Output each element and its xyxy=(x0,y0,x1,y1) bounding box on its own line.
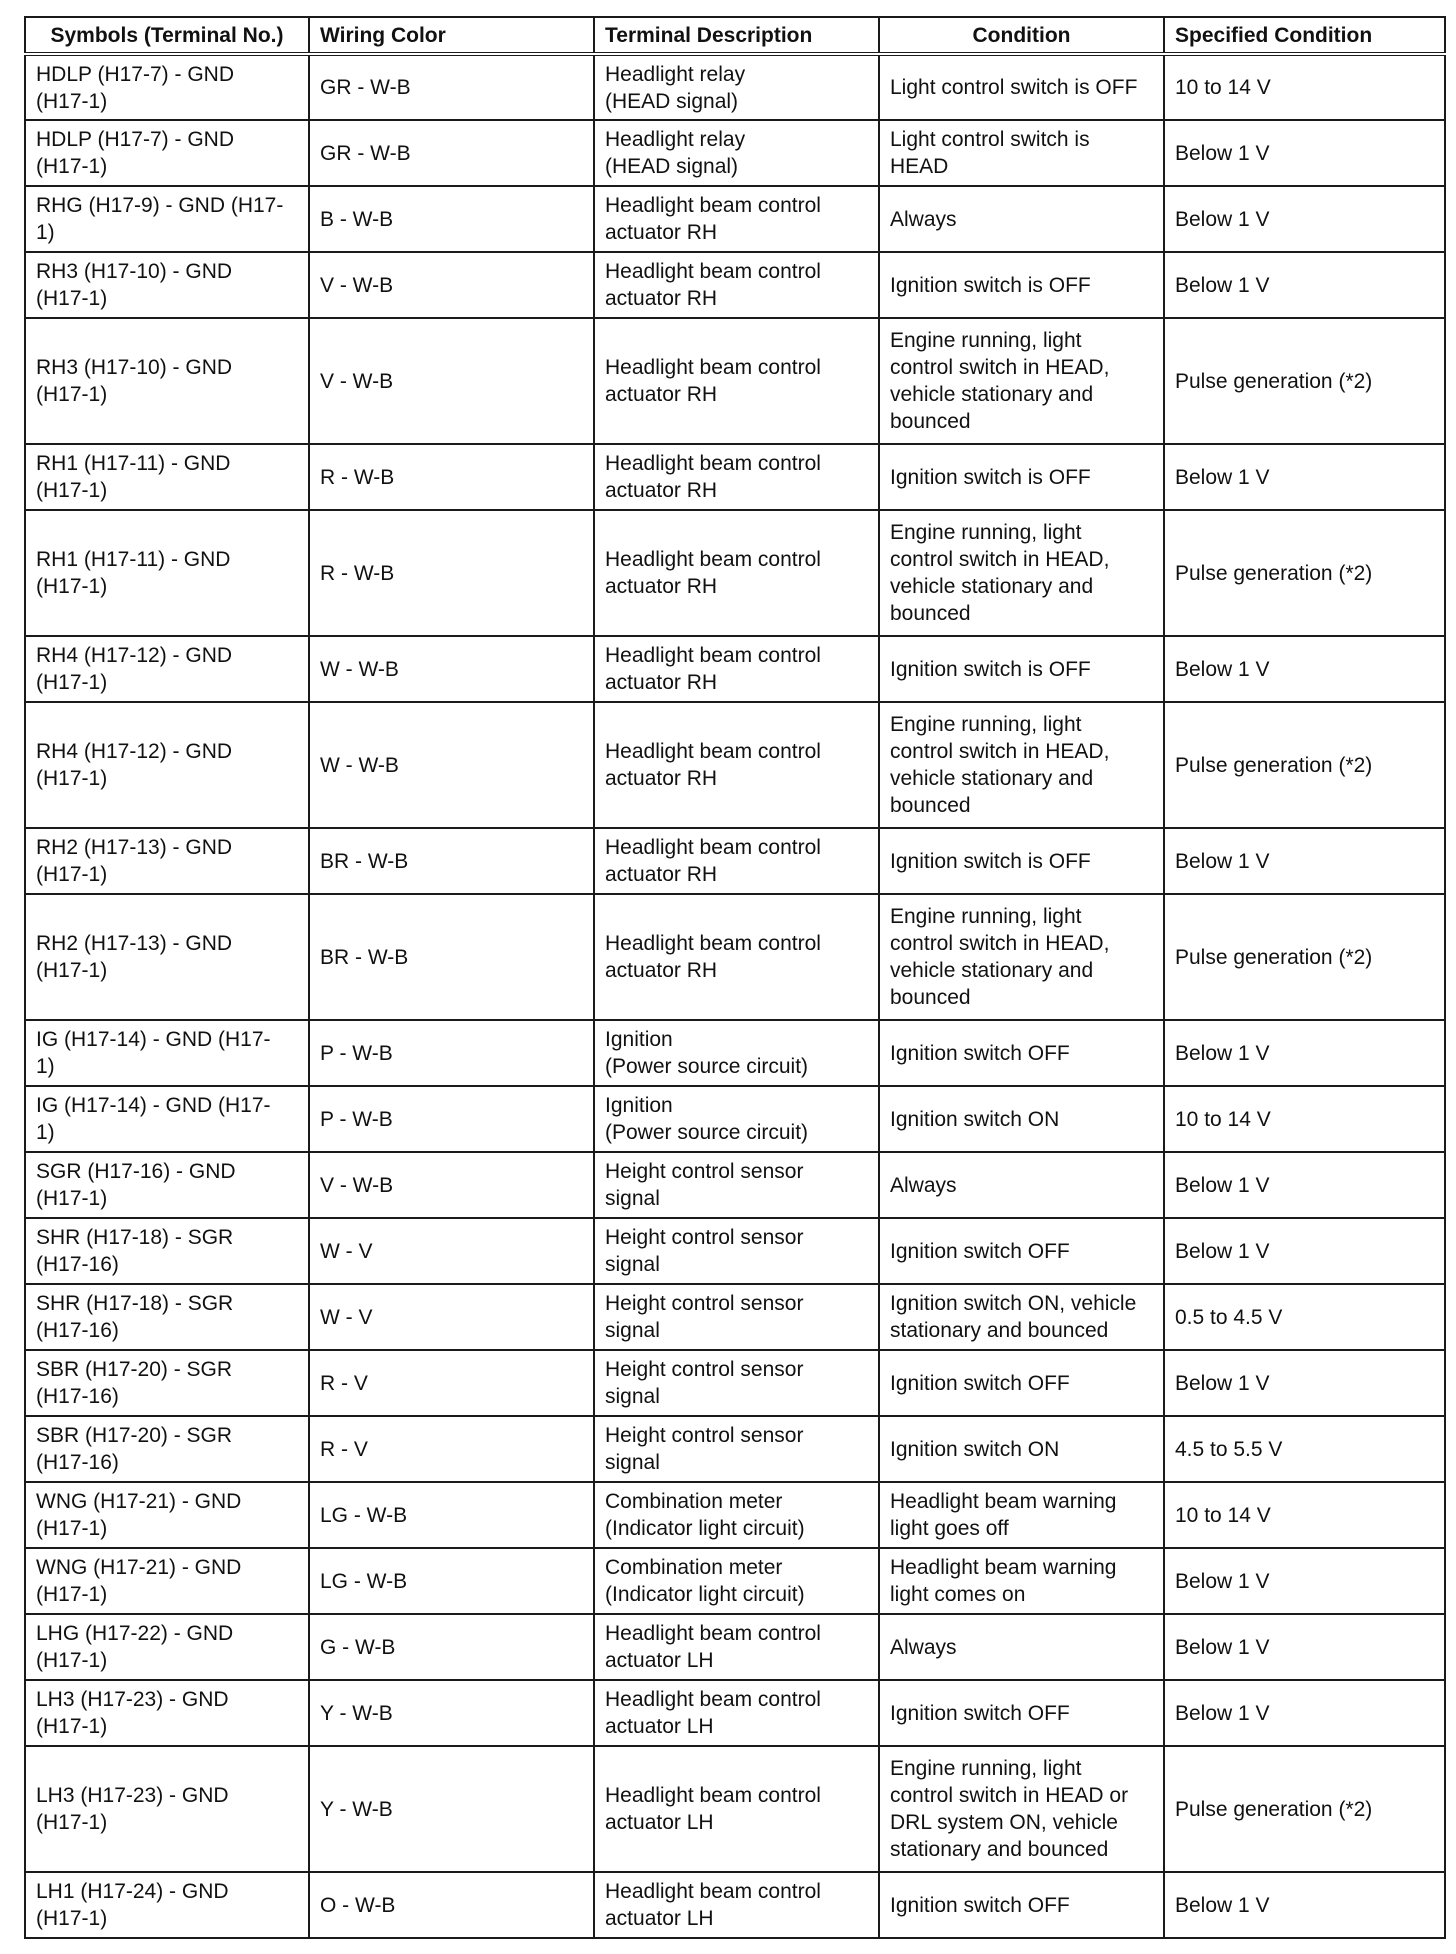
table-row xyxy=(25,252,1445,318)
cell-specified: Below 1 V xyxy=(1164,252,1445,318)
cell-wiring-color: O - W-B xyxy=(309,1872,594,1938)
header-wiring-color: Wiring Color xyxy=(309,17,594,54)
cell-specified: Below 1 V xyxy=(1164,1218,1445,1284)
cell-specified: Below 1 V xyxy=(1164,636,1445,702)
table-row xyxy=(25,828,1445,894)
cell-condition: Engine running, light control switch in HEAD or DRL system ON, vehicle stationary and bounced xyxy=(879,1746,1164,1872)
cell-wiring-color: W - W-B xyxy=(309,636,594,702)
cell-wiring-color: P - W-B xyxy=(309,1086,594,1152)
table-header xyxy=(25,17,1445,54)
cell-specified: 4.5 to 5.5 V xyxy=(1164,1416,1445,1482)
table-row xyxy=(25,1680,1445,1746)
table-row xyxy=(25,1416,1445,1482)
table-row xyxy=(25,510,1445,636)
cell-condition: Engine running, light control switch in HEAD, vehicle stationary and bounced xyxy=(879,318,1164,444)
cell-specified: Below 1 V xyxy=(1164,1614,1445,1680)
cell-description: Headlight beam control actuator RH xyxy=(594,828,879,894)
cell-description: Headlight beam control actuator LH xyxy=(594,1746,879,1872)
cell-condition: Headlight beam warning light comes on xyxy=(879,1548,1164,1614)
cell-condition: Always xyxy=(879,186,1164,252)
cell-description: Height control sensor signal xyxy=(594,1350,879,1416)
cell-wiring-color: B - W-B xyxy=(309,186,594,252)
cell-description: Headlight relay (HEAD signal) xyxy=(594,54,879,120)
cell-specified: Pulse generation (*2) xyxy=(1164,510,1445,636)
cell-description: Height control sensor signal xyxy=(594,1416,879,1482)
cell-symbols: RH2 (H17-13) - GND (H17-1) xyxy=(25,828,309,894)
cell-description: Headlight beam control actuator RH xyxy=(594,702,879,828)
table-row xyxy=(25,318,1445,444)
cell-wiring-color: LG - W-B xyxy=(309,1482,594,1548)
cell-description: Height control sensor signal xyxy=(594,1218,879,1284)
cell-symbols: WNG (H17-21) - GND (H17-1) xyxy=(25,1548,309,1614)
cell-wiring-color: Y - W-B xyxy=(309,1746,594,1872)
cell-condition: Engine running, light control switch in HEAD, vehicle stationary and bounced xyxy=(879,510,1164,636)
table-row xyxy=(25,1020,1445,1086)
cell-specified: 10 to 14 V xyxy=(1164,1086,1445,1152)
cell-condition: Ignition switch OFF xyxy=(879,1680,1164,1746)
cell-description: Headlight beam control actuator RH xyxy=(594,252,879,318)
cell-condition: Ignition switch is OFF xyxy=(879,636,1164,702)
cell-specified: Below 1 V xyxy=(1164,186,1445,252)
cell-symbols: SHR (H17-18) - SGR (H17-16) xyxy=(25,1218,309,1284)
cell-description: Headlight beam control actuator LH xyxy=(594,1872,879,1938)
cell-description: Headlight beam control actuator LH xyxy=(594,1614,879,1680)
table-row xyxy=(25,444,1445,510)
cell-condition: Ignition switch OFF xyxy=(879,1020,1164,1086)
cell-condition: Ignition switch ON, vehicle stationary and bounced xyxy=(879,1284,1164,1350)
cell-wiring-color: LG - W-B xyxy=(309,1548,594,1614)
table-row xyxy=(25,636,1445,702)
cell-wiring-color: P - W-B xyxy=(309,1020,594,1086)
cell-symbols: LH3 (H17-23) - GND (H17-1) xyxy=(25,1746,309,1872)
header-condition: Condition xyxy=(879,17,1164,54)
cell-description: Headlight beam control actuator RH xyxy=(594,636,879,702)
cell-condition: Light control switch is OFF xyxy=(879,54,1164,120)
cell-symbols: RH1 (H17-11) - GND (H17-1) xyxy=(25,510,309,636)
cell-description: Headlight beam control actuator RH xyxy=(594,510,879,636)
cell-symbols: SBR (H17-20) - SGR (H17-16) xyxy=(25,1416,309,1482)
cell-condition: Ignition switch ON xyxy=(879,1086,1164,1152)
cell-wiring-color: G - W-B xyxy=(309,1614,594,1680)
table-row xyxy=(25,1152,1445,1218)
cell-specified: Below 1 V xyxy=(1164,828,1445,894)
cell-specified: 10 to 14 V xyxy=(1164,54,1445,120)
cell-symbols: RH3 (H17-10) - GND (H17-1) xyxy=(25,318,309,444)
cell-wiring-color: GR - W-B xyxy=(309,120,594,186)
header-row xyxy=(25,17,1445,54)
cell-condition: Ignition switch OFF xyxy=(879,1350,1164,1416)
table-row xyxy=(25,186,1445,252)
cell-symbols: SBR (H17-20) - SGR (H17-16) xyxy=(25,1350,309,1416)
table-row xyxy=(25,702,1445,828)
cell-symbols: RH2 (H17-13) - GND (H17-1) xyxy=(25,894,309,1020)
cell-wiring-color: V - W-B xyxy=(309,318,594,444)
cell-wiring-color: R - V xyxy=(309,1416,594,1482)
cell-symbols: LH3 (H17-23) - GND (H17-1) xyxy=(25,1680,309,1746)
table-row xyxy=(25,1872,1445,1938)
cell-specified: 10 to 14 V xyxy=(1164,1482,1445,1548)
cell-specified: Below 1 V xyxy=(1164,1152,1445,1218)
cell-wiring-color: BR - W-B xyxy=(309,894,594,1020)
cell-condition: Ignition switch OFF xyxy=(879,1218,1164,1284)
cell-symbols: LHG (H17-22) - GND (H17-1) xyxy=(25,1614,309,1680)
table-row xyxy=(25,1086,1445,1152)
table-body xyxy=(25,54,1445,1938)
cell-condition: Ignition switch OFF xyxy=(879,1872,1164,1938)
cell-description: Ignition (Power source circuit) xyxy=(594,1086,879,1152)
cell-description: Headlight beam control actuator LH xyxy=(594,1680,879,1746)
cell-condition: Engine running, light control switch in HEAD, vehicle stationary and bounced xyxy=(879,894,1164,1020)
cell-description: Height control sensor signal xyxy=(594,1152,879,1218)
header-specified-condition: Specified Condition xyxy=(1164,17,1445,54)
header-terminal-description: Terminal Description xyxy=(594,17,879,54)
cell-specified: Pulse generation (*2) xyxy=(1164,894,1445,1020)
cell-symbols: RH4 (H17-12) - GND (H17-1) xyxy=(25,636,309,702)
table-row xyxy=(25,1614,1445,1680)
cell-description: Ignition (Power source circuit) xyxy=(594,1020,879,1086)
cell-description: Combination meter (Indicator light circuit) xyxy=(594,1548,879,1614)
cell-symbols: RH3 (H17-10) - GND (H17-1) xyxy=(25,252,309,318)
cell-wiring-color: R - W-B xyxy=(309,510,594,636)
cell-symbols: LH1 (H17-24) - GND (H17-1) xyxy=(25,1872,309,1938)
terminal-spec-table xyxy=(24,16,1446,1939)
table-row xyxy=(25,1218,1445,1284)
cell-condition: Headlight beam warning light goes off xyxy=(879,1482,1164,1548)
cell-specified: Pulse generation (*2) xyxy=(1164,318,1445,444)
table-row xyxy=(25,120,1445,186)
cell-symbols: RH1 (H17-11) - GND (H17-1) xyxy=(25,444,309,510)
cell-specified: Below 1 V xyxy=(1164,1872,1445,1938)
cell-symbols: HDLP (H17-7) - GND (H17-1) xyxy=(25,54,309,120)
cell-condition: Always xyxy=(879,1152,1164,1218)
cell-description: Headlight relay (HEAD signal) xyxy=(594,120,879,186)
cell-symbols: IG (H17-14) - GND (H17- 1) xyxy=(25,1086,309,1152)
cell-description: Height control sensor signal xyxy=(594,1284,879,1350)
cell-description: Headlight beam control actuator RH xyxy=(594,318,879,444)
cell-condition: Ignition switch is OFF xyxy=(879,444,1164,510)
cell-description: Headlight beam control actuator RH xyxy=(594,186,879,252)
table-row xyxy=(25,1746,1445,1872)
cell-wiring-color: GR - W-B xyxy=(309,54,594,120)
cell-wiring-color: V - W-B xyxy=(309,1152,594,1218)
cell-condition: Ignition switch ON xyxy=(879,1416,1164,1482)
table-row xyxy=(25,1284,1445,1350)
cell-specified: Pulse generation (*2) xyxy=(1164,702,1445,828)
cell-description: Combination meter (Indicator light circuit) xyxy=(594,1482,879,1548)
cell-symbols: IG (H17-14) - GND (H17- 1) xyxy=(25,1020,309,1086)
cell-condition: Engine running, light control switch in HEAD, vehicle stationary and bounced xyxy=(879,702,1164,828)
cell-specified: Pulse generation (*2) xyxy=(1164,1746,1445,1872)
cell-wiring-color: BR - W-B xyxy=(309,828,594,894)
header-symbols: Symbols (Terminal No.) xyxy=(25,17,309,54)
cell-specified: Below 1 V xyxy=(1164,444,1445,510)
table-row xyxy=(25,1482,1445,1548)
cell-symbols: WNG (H17-21) - GND (H17-1) xyxy=(25,1482,309,1548)
cell-wiring-color: W - V xyxy=(309,1284,594,1350)
cell-symbols: SGR (H17-16) - GND (H17-1) xyxy=(25,1152,309,1218)
cell-wiring-color: Y - W-B xyxy=(309,1680,594,1746)
cell-symbols: SHR (H17-18) - SGR (H17-16) xyxy=(25,1284,309,1350)
table-row xyxy=(25,1548,1445,1614)
cell-condition: Always xyxy=(879,1614,1164,1680)
cell-symbols: RH4 (H17-12) - GND (H17-1) xyxy=(25,702,309,828)
table-row xyxy=(25,894,1445,1020)
cell-condition: Ignition switch is OFF xyxy=(879,828,1164,894)
cell-specified: Below 1 V xyxy=(1164,120,1445,186)
cell-specified: Below 1 V xyxy=(1164,1020,1445,1086)
table-row xyxy=(25,54,1445,120)
cell-specified: Below 1 V xyxy=(1164,1680,1445,1746)
cell-symbols: RHG (H17-9) - GND (H17- 1) xyxy=(25,186,309,252)
cell-condition: Light control switch is HEAD xyxy=(879,120,1164,186)
cell-wiring-color: R - V xyxy=(309,1350,594,1416)
cell-specified: Below 1 V xyxy=(1164,1548,1445,1614)
table-row xyxy=(25,1350,1445,1416)
cell-condition: Ignition switch is OFF xyxy=(879,252,1164,318)
cell-specified: Below 1 V xyxy=(1164,1350,1445,1416)
cell-symbols: HDLP (H17-7) - GND (H17-1) xyxy=(25,120,309,186)
cell-wiring-color: R - W-B xyxy=(309,444,594,510)
cell-wiring-color: W - W-B xyxy=(309,702,594,828)
cell-wiring-color: W - V xyxy=(309,1218,594,1284)
cell-wiring-color: V - W-B xyxy=(309,252,594,318)
cell-description: Headlight beam control actuator RH xyxy=(594,444,879,510)
cell-specified: 0.5 to 4.5 V xyxy=(1164,1284,1445,1350)
cell-description: Headlight beam control actuator RH xyxy=(594,894,879,1020)
